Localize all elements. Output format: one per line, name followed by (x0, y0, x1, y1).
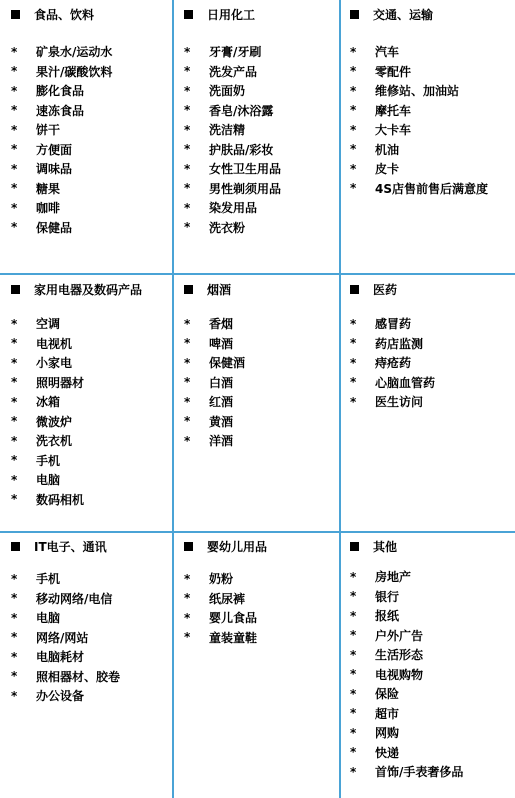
list-item-label: 快递 (375, 745, 400, 760)
section-title (184, 6, 336, 23)
asterisk-bullet-icon: * (350, 589, 357, 604)
asterisk-bullet-icon: * (184, 591, 191, 606)
section-title (11, 281, 171, 298)
list-item (11, 353, 171, 373)
list-item (350, 62, 512, 82)
list-item (11, 451, 171, 471)
asterisk-bullet-icon: * (11, 492, 18, 507)
list-item (11, 589, 171, 609)
list-item (350, 140, 512, 160)
asterisk-bullet-icon: * (11, 591, 18, 606)
list-item-label: 数码相机 (36, 492, 85, 507)
list-item (350, 704, 512, 724)
list-item-label: 方便面 (36, 142, 73, 157)
list-item-label: 纸尿裤 (209, 591, 246, 606)
list-item-label: 糖果 (36, 181, 61, 196)
list-item (184, 101, 336, 121)
list-item-label: 男性剃须用品 (209, 181, 282, 196)
list-item (184, 179, 336, 199)
list-item-label: 维修站、加油站 (375, 84, 460, 99)
list-item (184, 120, 336, 140)
list-item (350, 587, 512, 607)
list-item-label: 电视机 (36, 336, 73, 351)
asterisk-bullet-icon: * (350, 355, 357, 370)
asterisk-bullet-icon: * (184, 122, 191, 137)
asterisk-bullet-icon: * (11, 103, 18, 118)
section-list (11, 314, 171, 509)
list-item-label: 矿泉水/运动水 (36, 45, 113, 60)
list-item-label: 电脑 (36, 473, 61, 488)
asterisk-bullet-icon: * (11, 83, 18, 98)
asterisk-bullet-icon: * (11, 610, 18, 625)
list-item (184, 140, 336, 160)
asterisk-bullet-icon: * (350, 44, 357, 59)
asterisk-bullet-icon: * (11, 316, 18, 331)
list-item (350, 606, 512, 626)
section-medicine (350, 281, 512, 412)
list-item-label: 黄酒 (209, 414, 234, 429)
asterisk-bullet-icon: * (184, 433, 191, 448)
list-item-label: 照明器材 (36, 375, 85, 390)
asterisk-bullet-icon: * (11, 142, 18, 157)
section-food-beverage (11, 6, 171, 237)
asterisk-bullet-icon: * (350, 316, 357, 331)
asterisk-bullet-icon: * (350, 375, 357, 390)
asterisk-bullet-icon: * (11, 64, 18, 79)
asterisk-bullet-icon: * (350, 122, 357, 137)
square-bullet-icon (184, 10, 193, 19)
list-item-label: 大卡车 (375, 123, 412, 138)
asterisk-bullet-icon: * (184, 394, 191, 409)
asterisk-bullet-icon: * (184, 220, 191, 235)
asterisk-bullet-icon: * (350, 745, 357, 760)
list-item-label: 网络/网站 (36, 630, 89, 645)
list-item-label: 童装童鞋 (209, 630, 258, 645)
list-item-label: 感冒药 (375, 317, 412, 332)
list-item-label: 电视购物 (375, 667, 424, 682)
asterisk-bullet-icon: * (11, 220, 18, 235)
list-item-label: 电脑耗材 (36, 650, 85, 665)
list-item-label: 汽车 (375, 45, 400, 60)
list-item (350, 684, 512, 704)
list-item-label: 银行 (375, 589, 400, 604)
list-item-label: 户外广告 (375, 628, 424, 643)
list-item-label: 香皂/沐浴露 (209, 103, 274, 118)
asterisk-bullet-icon: * (184, 181, 191, 196)
asterisk-bullet-icon: * (350, 142, 357, 157)
list-item (350, 567, 512, 587)
section-title-text: 交通、运输 (373, 8, 434, 22)
section-daily-chemicals (184, 6, 336, 237)
list-item-label: 香烟 (209, 317, 234, 332)
section-list (184, 42, 336, 237)
asterisk-bullet-icon: * (184, 44, 191, 59)
row-divider-2 (0, 531, 515, 533)
list-item (350, 373, 512, 393)
list-item (184, 628, 336, 648)
list-item-label: 冰箱 (36, 395, 61, 410)
list-item (11, 334, 171, 354)
square-bullet-icon (184, 542, 193, 551)
list-item-label: 零配件 (375, 64, 412, 79)
section-tobacco-alcohol (184, 281, 336, 451)
list-item-label: 白酒 (209, 375, 234, 390)
section-title-text: 医药 (373, 283, 398, 297)
list-item (11, 373, 171, 393)
asterisk-bullet-icon: * (350, 706, 357, 721)
list-item (350, 334, 512, 354)
list-item (184, 569, 336, 589)
list-item (11, 412, 171, 432)
section-list (350, 42, 512, 198)
list-item-label: 机油 (375, 142, 400, 157)
list-item (350, 314, 512, 334)
list-item-label: 速冻食品 (36, 103, 85, 118)
list-item-label: 空调 (36, 317, 61, 332)
list-item-label: 咖啡 (36, 201, 61, 216)
list-item-label: 微波炉 (36, 414, 73, 429)
list-item (11, 42, 171, 62)
section-list (184, 314, 336, 451)
asterisk-bullet-icon: * (11, 453, 18, 468)
list-item-label: 奶粉 (209, 572, 234, 587)
asterisk-bullet-icon: * (11, 414, 18, 429)
asterisk-bullet-icon: * (184, 414, 191, 429)
list-item-label: 饼干 (36, 123, 61, 138)
list-item (184, 589, 336, 609)
list-item (11, 81, 171, 101)
list-item (350, 120, 512, 140)
section-title-text: 家用电器及数码产品 (34, 283, 143, 297)
list-item (184, 353, 336, 373)
asterisk-bullet-icon: * (11, 181, 18, 196)
asterisk-bullet-icon: * (184, 316, 191, 331)
section-title (184, 281, 336, 298)
list-item (184, 314, 336, 334)
asterisk-bullet-icon: * (184, 83, 191, 98)
list-item (350, 743, 512, 763)
list-item (350, 101, 512, 121)
list-item (184, 373, 336, 393)
list-item (350, 353, 512, 373)
list-item (350, 626, 512, 646)
list-item (184, 42, 336, 62)
list-item (350, 392, 512, 412)
list-item (11, 686, 171, 706)
square-bullet-icon (11, 10, 20, 19)
list-item-label: 办公设备 (36, 689, 85, 704)
list-item (11, 140, 171, 160)
list-item-label: 痔疮药 (375, 356, 412, 371)
list-item (184, 62, 336, 82)
asterisk-bullet-icon: * (11, 44, 18, 59)
section-list (184, 569, 336, 647)
list-item-label: 药店监测 (375, 336, 424, 351)
list-item-label: 红酒 (209, 395, 234, 410)
list-item-label: 移动网络/电信 (36, 591, 113, 606)
asterisk-bullet-icon: * (350, 647, 357, 662)
list-item (350, 42, 512, 62)
list-item-label: 手机 (36, 453, 61, 468)
list-item (184, 218, 336, 238)
list-item-label: 房地产 (375, 570, 412, 585)
list-item-label: 调味品 (36, 162, 73, 177)
asterisk-bullet-icon: * (350, 725, 357, 740)
list-item (350, 762, 512, 782)
section-other (350, 538, 512, 782)
list-item-label: 电脑 (36, 611, 61, 626)
list-item-label: 洋酒 (209, 434, 234, 449)
square-bullet-icon (11, 285, 20, 294)
list-item (11, 628, 171, 648)
square-bullet-icon (11, 542, 20, 551)
asterisk-bullet-icon: * (350, 608, 357, 623)
section-list (350, 314, 512, 412)
list-item-label: 手机 (36, 572, 61, 587)
list-item-label: 膨化食品 (36, 84, 85, 99)
section-title (184, 538, 336, 555)
section-it-telecom (11, 538, 171, 706)
asterisk-bullet-icon: * (184, 630, 191, 645)
list-item-label: 保健品 (36, 220, 73, 235)
asterisk-bullet-icon: * (11, 630, 18, 645)
section-title (11, 538, 171, 555)
asterisk-bullet-icon: * (11, 161, 18, 176)
list-item-label: 洗发产品 (209, 64, 258, 79)
asterisk-bullet-icon: * (350, 667, 357, 682)
list-item-label: 染发用品 (209, 201, 258, 216)
asterisk-bullet-icon: * (11, 669, 18, 684)
list-item (11, 392, 171, 412)
list-item (11, 490, 171, 510)
list-item-label: 网购 (375, 726, 400, 741)
list-item (11, 218, 171, 238)
section-baby-products (184, 538, 336, 647)
asterisk-bullet-icon: * (184, 142, 191, 157)
asterisk-bullet-icon: * (184, 64, 191, 79)
asterisk-bullet-icon: * (350, 181, 357, 196)
list-item (11, 667, 171, 687)
list-item-label: 医生访问 (375, 395, 424, 410)
list-item (184, 392, 336, 412)
list-item (11, 431, 171, 451)
list-item (11, 314, 171, 334)
section-title-text: IT电子、通讯 (34, 540, 107, 554)
section-transportation (350, 6, 512, 198)
list-item (350, 665, 512, 685)
list-item (11, 179, 171, 199)
list-item-label: 生活形态 (375, 648, 424, 663)
list-item-label: 报纸 (375, 609, 400, 624)
section-title (350, 538, 512, 555)
list-item-label: 啤酒 (209, 336, 234, 351)
square-bullet-icon (350, 10, 359, 19)
column-divider-1 (172, 0, 174, 798)
list-item (11, 647, 171, 667)
list-item (350, 645, 512, 665)
asterisk-bullet-icon: * (350, 569, 357, 584)
list-item-label: 洗衣粉 (209, 220, 246, 235)
asterisk-bullet-icon: * (11, 571, 18, 586)
list-item-label: 女性卫生用品 (209, 162, 282, 177)
asterisk-bullet-icon: * (350, 161, 357, 176)
asterisk-bullet-icon: * (184, 200, 191, 215)
section-title-text: 其他 (373, 540, 398, 554)
list-item (184, 412, 336, 432)
list-item (11, 120, 171, 140)
list-item-label: 保险 (375, 687, 400, 702)
section-title-text: 日用化工 (207, 8, 256, 22)
section-list (11, 569, 171, 706)
list-item-label: 果汁/碳酸饮料 (36, 64, 113, 79)
list-item-label: 照相器材、胶卷 (36, 669, 121, 684)
asterisk-bullet-icon: * (11, 433, 18, 448)
list-item-label: 皮卡 (375, 162, 400, 177)
list-item-label: 4S店售前售后满意度 (375, 181, 488, 196)
section-title (11, 6, 171, 23)
list-item-label: 心脑血管药 (375, 375, 436, 390)
list-item-label: 洗衣机 (36, 434, 73, 449)
list-item-label: 婴儿食品 (209, 611, 258, 626)
list-item-label: 洗洁精 (209, 123, 246, 138)
asterisk-bullet-icon: * (184, 355, 191, 370)
list-item (184, 608, 336, 628)
square-bullet-icon (350, 542, 359, 551)
list-item-label: 首饰/手表奢侈品 (375, 765, 464, 780)
asterisk-bullet-icon: * (350, 83, 357, 98)
list-item (11, 608, 171, 628)
list-item-label: 保健酒 (209, 356, 246, 371)
asterisk-bullet-icon: * (184, 610, 191, 625)
asterisk-bullet-icon: * (350, 628, 357, 643)
list-item (350, 159, 512, 179)
list-item (350, 81, 512, 101)
list-item (350, 179, 512, 199)
asterisk-bullet-icon: * (350, 394, 357, 409)
list-item-label: 护肤品/彩妆 (209, 142, 274, 157)
asterisk-bullet-icon: * (184, 571, 191, 586)
section-list (11, 42, 171, 237)
list-item-label: 牙膏/牙刷 (209, 45, 262, 60)
asterisk-bullet-icon: * (184, 161, 191, 176)
list-item-label: 超市 (375, 706, 400, 721)
square-bullet-icon (184, 285, 193, 294)
list-item (11, 62, 171, 82)
section-title-text: 食品、饮料 (34, 8, 95, 22)
list-item (11, 101, 171, 121)
list-item (11, 470, 171, 490)
section-title-text: 烟酒 (207, 283, 232, 297)
asterisk-bullet-icon: * (350, 336, 357, 351)
row-divider-1 (0, 273, 515, 275)
list-item (184, 81, 336, 101)
asterisk-bullet-icon: * (350, 64, 357, 79)
list-item (184, 198, 336, 218)
asterisk-bullet-icon: * (11, 649, 18, 664)
list-item-label: 洗面奶 (209, 84, 246, 99)
asterisk-bullet-icon: * (11, 394, 18, 409)
asterisk-bullet-icon: * (350, 103, 357, 118)
asterisk-bullet-icon: * (11, 688, 18, 703)
asterisk-bullet-icon: * (184, 336, 191, 351)
asterisk-bullet-icon: * (350, 764, 357, 779)
list-item (184, 431, 336, 451)
list-item (11, 198, 171, 218)
list-item-label: 摩托车 (375, 103, 412, 118)
section-title (350, 281, 512, 298)
asterisk-bullet-icon: * (11, 200, 18, 215)
list-item (184, 159, 336, 179)
list-item (11, 569, 171, 589)
list-item (350, 723, 512, 743)
section-title (350, 6, 512, 23)
asterisk-bullet-icon: * (184, 103, 191, 118)
list-item (11, 159, 171, 179)
column-divider-2 (339, 0, 341, 798)
asterisk-bullet-icon: * (11, 375, 18, 390)
list-item-label: 小家电 (36, 356, 73, 371)
list-item (184, 334, 336, 354)
square-bullet-icon (350, 285, 359, 294)
section-title-text: 婴幼儿用品 (207, 540, 268, 554)
asterisk-bullet-icon: * (11, 355, 18, 370)
asterisk-bullet-icon: * (350, 686, 357, 701)
section-list (350, 567, 512, 782)
section-appliances-digital (11, 281, 171, 509)
asterisk-bullet-icon: * (184, 375, 191, 390)
asterisk-bullet-icon: * (11, 122, 18, 137)
asterisk-bullet-icon: * (11, 472, 18, 487)
asterisk-bullet-icon: * (11, 336, 18, 351)
